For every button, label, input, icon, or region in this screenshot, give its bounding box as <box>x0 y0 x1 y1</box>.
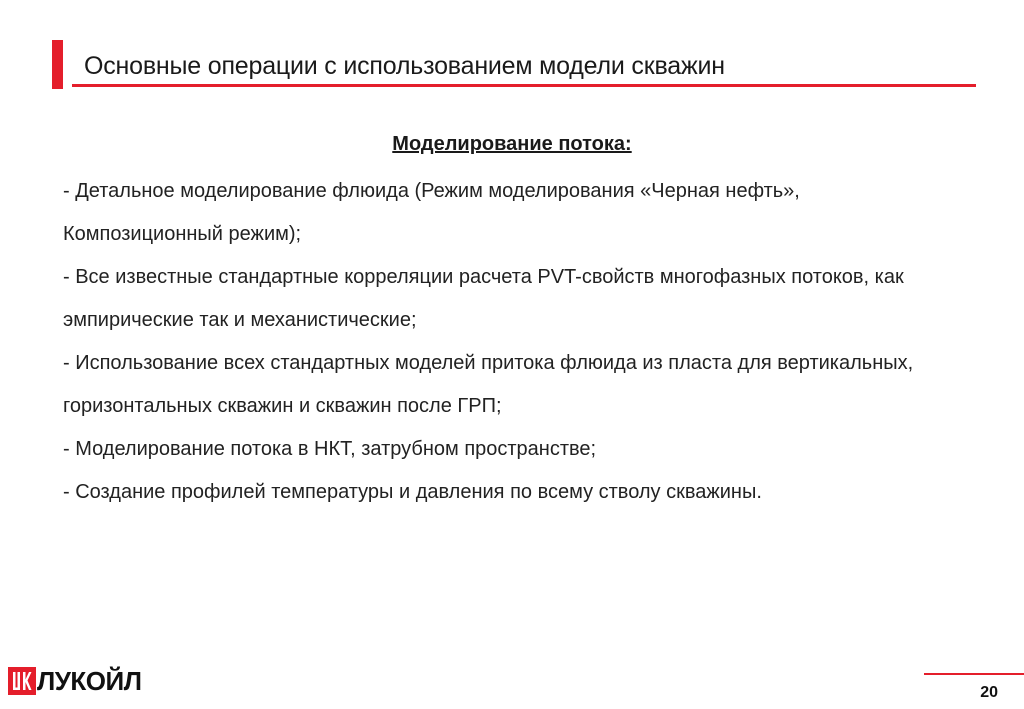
page-number: 20 <box>980 684 998 701</box>
list-item: - Создание профилей температуры и давления по всему стволу скважины. <box>63 481 762 503</box>
list-item: - Детальное моделирование флюида (Режим моделирования «Черная нефть», Композиционный режим); <box>63 180 800 245</box>
company-logo <box>8 666 141 696</box>
footer-rule <box>924 673 1024 675</box>
list-item: - Моделирование потока в НКТ, затрубном пространстве; <box>63 438 597 460</box>
title-underline <box>72 84 976 87</box>
list-item: - Использование всех стандартных моделей притока флюида из пласта для вертикальных, горизонтальных скважин и скважин после ГРП; <box>63 352 914 417</box>
slide-title: Основные операции с использованием модели скважин <box>84 52 725 80</box>
section-heading: Моделирование потока: <box>392 133 632 155</box>
lukoil-emblem-icon <box>8 667 36 695</box>
bullet-list <box>63 170 963 514</box>
list-item: - Все известные стандартные корреляции расчета PVT-свойств многофазных потоков, как эмпирические так и механистические; <box>63 266 904 331</box>
logo-text: ЛУКОЙЛ <box>37 666 142 696</box>
title-accent-bar <box>52 40 63 89</box>
